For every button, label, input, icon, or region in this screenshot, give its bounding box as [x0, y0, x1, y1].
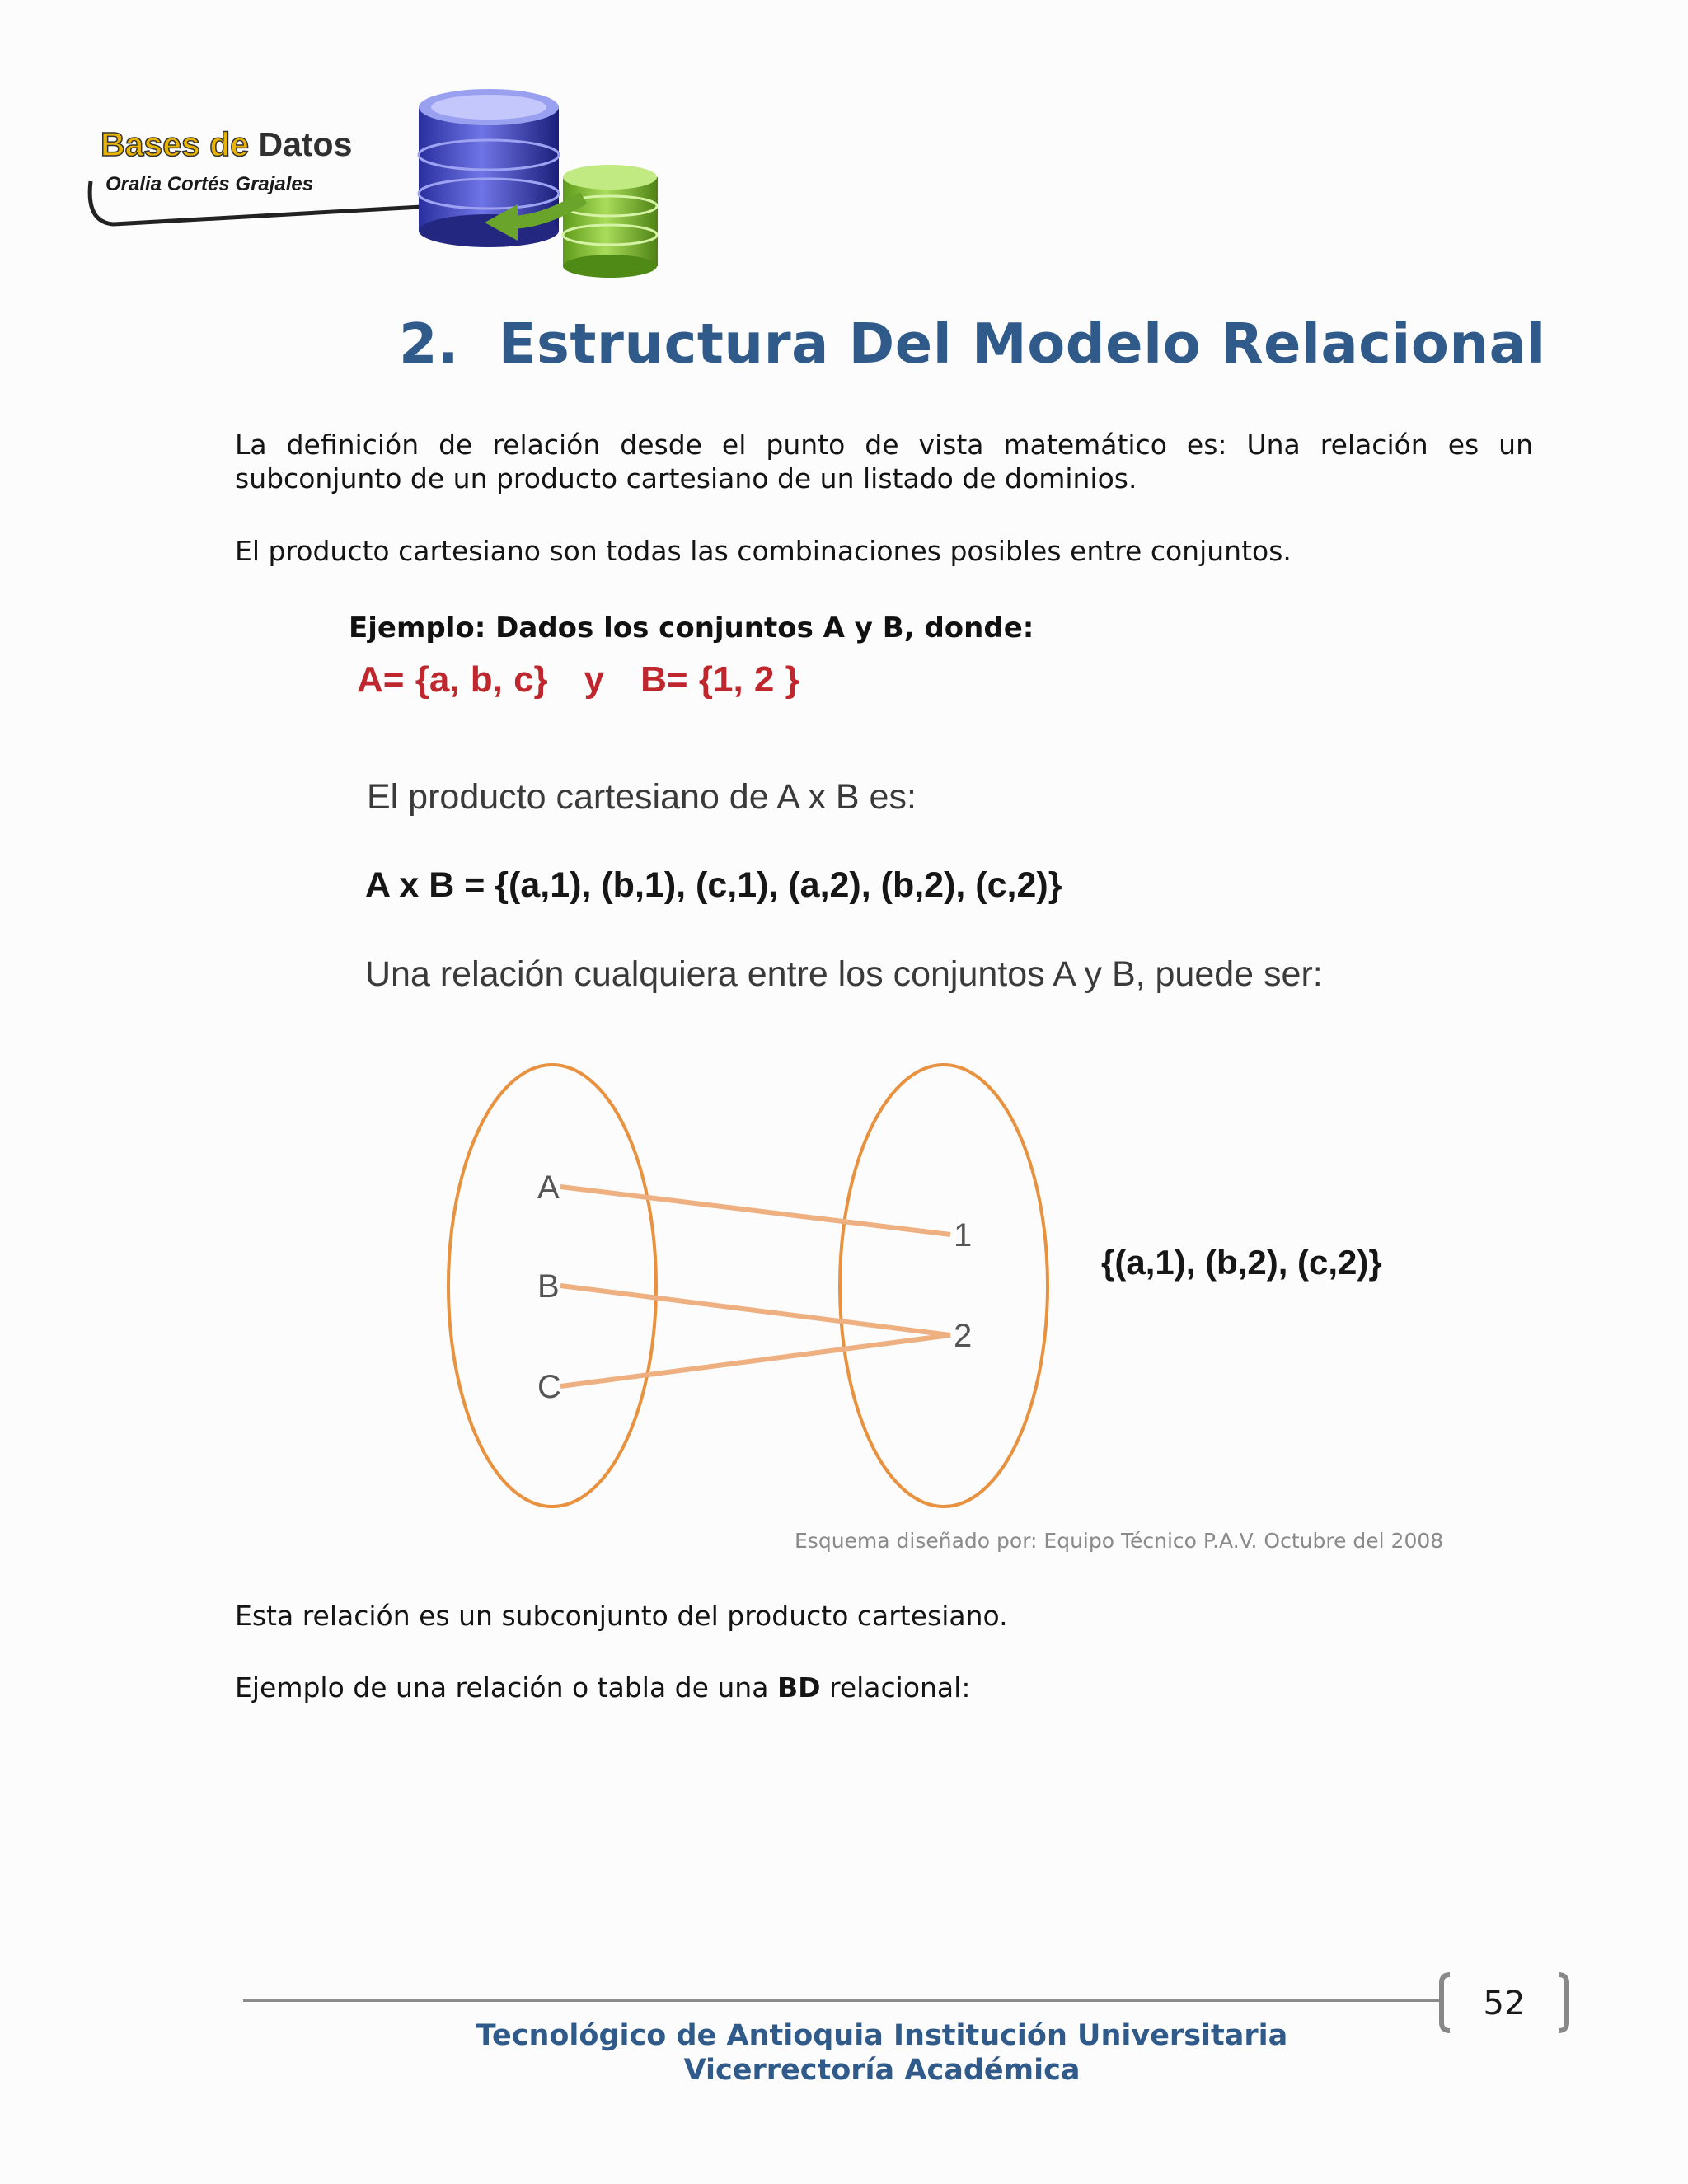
section-number: 2.: [399, 312, 460, 376]
footer-divider: [243, 1999, 1442, 2002]
relation-set: {(a,1), (b,2), (c,2)}: [1101, 1243, 1382, 1282]
example-heading: Ejemplo: Dados los conjuntos A y B, donde:: [349, 612, 1034, 644]
section-title: Estructura Del Modelo Relacional: [498, 312, 1546, 376]
cartesian-product: A x B = {(a,1), (b,1), (c,1), (a,2), (b,2), (c,2)}: [365, 865, 1062, 905]
logo-author: Oralia Cortés Grajales: [106, 173, 314, 195]
para-4-suffix: relacional:: [820, 1671, 971, 1704]
figure-caption: Esquema diseñado por: Equipo Técnico P.A.V. Octubre del 2008: [795, 1529, 1444, 1553]
left-label-a: A: [537, 1169, 560, 1206]
footer-department: Vicerrectoría Académica: [683, 2054, 1081, 2087]
para-4-bold: BD: [776, 1671, 821, 1704]
relation-definition-paragraph: La definición de relación desde el punto de vista matemático es: Una relación es un subconjunto de un producto cartesiano de un listado de dominios.: [235, 429, 1533, 494]
set-b-ellipse: [840, 1065, 1048, 1507]
relation-mapping-diagram: [429, 1047, 1055, 1525]
logo-title-part2: Datos: [258, 125, 353, 163]
relation-intro: Una relación cualquiera entre los conjuntos A y B, puede ser:: [365, 954, 1323, 994]
set-a: A= {a, b, c}: [357, 659, 548, 700]
page-title: [399, 312, 1546, 376]
mapping-line-c-2: [560, 1335, 950, 1386]
subset-paragraph: Esta relación es un subconjunto del producto cartesiano.: [235, 1600, 1008, 1632]
table-example-paragraph: [235, 1671, 970, 1704]
header-logo: [81, 82, 674, 284]
left-label-c: C: [537, 1369, 561, 1405]
right-label-1: 1: [954, 1217, 973, 1254]
left-label-b: B: [537, 1268, 560, 1305]
cartesian-product-paragraph: El producto cartesiano son todas las combinaciones posibles entre conjuntos.: [235, 535, 1292, 567]
sets-definition: [357, 659, 799, 701]
mapping-line-b-2: [560, 1286, 950, 1335]
page-number: 52: [1483, 1985, 1526, 2022]
mapping-line-a-1: [560, 1187, 950, 1235]
logo-title: [101, 125, 352, 164]
cartesian-intro: El producto cartesiano de A x B es:: [367, 777, 917, 817]
set-b: B= {1, 2 }: [640, 659, 799, 700]
logo-title-part1: Bases de: [101, 125, 250, 163]
right-label-2: 2: [954, 1318, 973, 1354]
footer-institution: Tecnológico de Antioquia Institución Universitaria: [476, 2019, 1288, 2052]
para-4-prefix: Ejemplo de una relación o tabla de una: [235, 1671, 777, 1704]
set-connector: y: [584, 659, 605, 700]
